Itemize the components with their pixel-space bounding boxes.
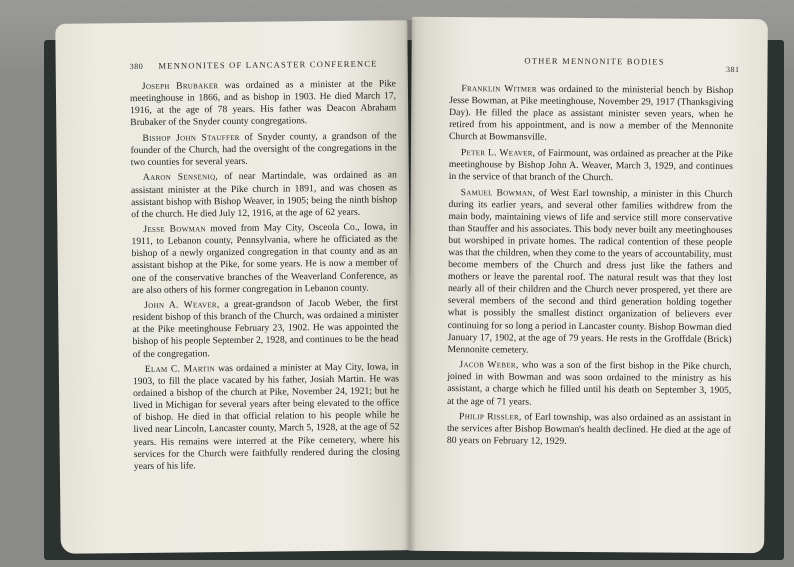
paragraph-body: who was a son of the first bishop in the Pike church, joined in with Bowman and was soon ordained to the ministry as his assistant, a charge which he filled until his death on September 3, 1905, at the age of 71 years.: [447, 359, 732, 408]
paragraph: [449, 147, 733, 185]
person-name: Joseph Brubaker: [141, 80, 219, 92]
paragraph: [131, 221, 398, 296]
person-name: Jacob Weber,: [459, 359, 519, 371]
person-name: Peter L. Weaver,: [460, 146, 536, 159]
paragraph: [447, 359, 731, 409]
person-name: Philip Rissler,: [459, 411, 522, 423]
paragraph-body: was ordained a minister at May City, Iowa, in 1903, to fill the place vacated by his father, Josiah Martin. He was ordained a bishop of the church at Pike, November 24, 1921; but he lived in Michigan for several years after being elevated to the office of bishop. He died in that official relation to his people while he lived near Lincoln, Lancaster county, March 5, 1928, at the age of 52 years. His remains were interred at the Pike cemetery, where his services for the Church were faithfully rendered during the closing years of his life.: [132, 361, 400, 472]
right-page-header: [450, 55, 740, 75]
person-name: Elam C. Martin: [144, 363, 216, 375]
paragraph-body: of Fairmount, was ordained as preacher at the Pike meetinghouse by Bishop John A. Weaver, March 3, 1929, and continues in the service of that branch of the Church.: [448, 147, 733, 184]
paragraph: [133, 361, 400, 473]
right-page: [408, 17, 768, 553]
paragraph-body: was ordained as a minister at the Pike meetinghouse in 1866, and as bishop in 1903. He died March 17, 1916, at the age of 78 years. His father was Deacon Abraham Brubaker of the Snyder county congregations.: [129, 78, 397, 129]
left-page-text: [130, 78, 400, 476]
paragraph: [131, 170, 397, 221]
right-running-title: OTHER MENNONITE BODIES: [524, 55, 665, 67]
paragraph: [449, 83, 733, 145]
person-name: Bishop John Stauffer: [142, 131, 240, 144]
person-name: John A. Weaver,: [144, 299, 220, 312]
paragraph: [447, 411, 731, 449]
paragraph-body: a great-grandson of Jacob Weber, the first resident bishop of this branch of the Church, was ordained a minister at the Pike meetinghouse February 23, 1902. He was appointed the bishop of his people September 2, 1928, and continues to be the head of the congregation.: [132, 297, 399, 360]
person-name: Aaron Senseniq,: [142, 171, 219, 184]
paragraph-body: moved from May City, Osceola Co., Iowa, in 1911, to Lebanon county, Pennsylvania, where he officiated as the bishop of a newly organized congregation in that county and as an assistant bishop at the Pike, for some years. He is now a member of one of the conservative branches of the Weaverland Conference, as are also others of his former congregation in Lebanon county.: [131, 221, 398, 296]
paragraph-body: of West Earl township, a minister in this Church during its earlier years, and several other families withdrew from the main body, maintaining views of life and service still more conservative than Stauffer and his associates. This body never built any meetinghouses but worshiped in private homes. The radical contention of these people was that the children, when they come to the years of accountability, must become members of the Church and dress just like the fathers and mothers or leave the parental roof. The natural result was that they lost nearly all of their children and the Church never prospered, yet there are several members of the second and third generation holding together what is possibly the smallest distinct organization of believers ever continuing for so long a period in Lancaster county. Bishop Bowman died January 17, 1902, at the age of 79 years. He rests in the Groffdale (Brick) Mennonite cemetery.: [447, 187, 733, 356]
book-gutter-shadow: [404, 20, 416, 552]
paragraph: [448, 187, 733, 358]
paragraph-body: of Earl township, was also ordained as an assistant in the services after Bishop Bowman's health declined. He died at the age of 80 years on February 12, 1929.: [446, 411, 732, 448]
person-name: Samuel Bowman,: [460, 186, 536, 199]
paragraph: [130, 78, 396, 129]
left-page-number: 380: [129, 61, 144, 72]
left-page: [55, 20, 413, 554]
person-name: Jesse Bowman: [143, 223, 206, 236]
paragraph: [132, 297, 399, 360]
person-name: Franklin Witmer: [461, 83, 537, 95]
paragraph: [130, 130, 396, 169]
left-running-title: MENNONITES OF LANCASTER CONFERENCE: [158, 58, 378, 71]
left-page-header: [130, 58, 378, 71]
paragraph-body: of Snyder county, a grandson of the founder of the Church, had the oversight of the congregations in the two counties for several years.: [130, 130, 397, 169]
right-page-text: [447, 83, 734, 453]
paragraph-body: of near Martindale, was ordained as an assistant minister at the Pike church in 1891, and was chosen as assistant bishop with Bishop Weaver, in 1905; being the ninth bishop of the church. He died July 12, 1916, at the age of 62 years.: [130, 169, 398, 220]
right-page-number: 381: [725, 64, 740, 75]
paragraph-body: was ordained to the ministerial bench by Bishop Jesse Bowman, at Pike meetinghouse, November 29, 1917 (Thanksgiving Day). He filled the place as assistant minister seven years, when he retired from his appointment, and is now a member of the Mennonite Church at Bowmansville.: [448, 83, 734, 144]
